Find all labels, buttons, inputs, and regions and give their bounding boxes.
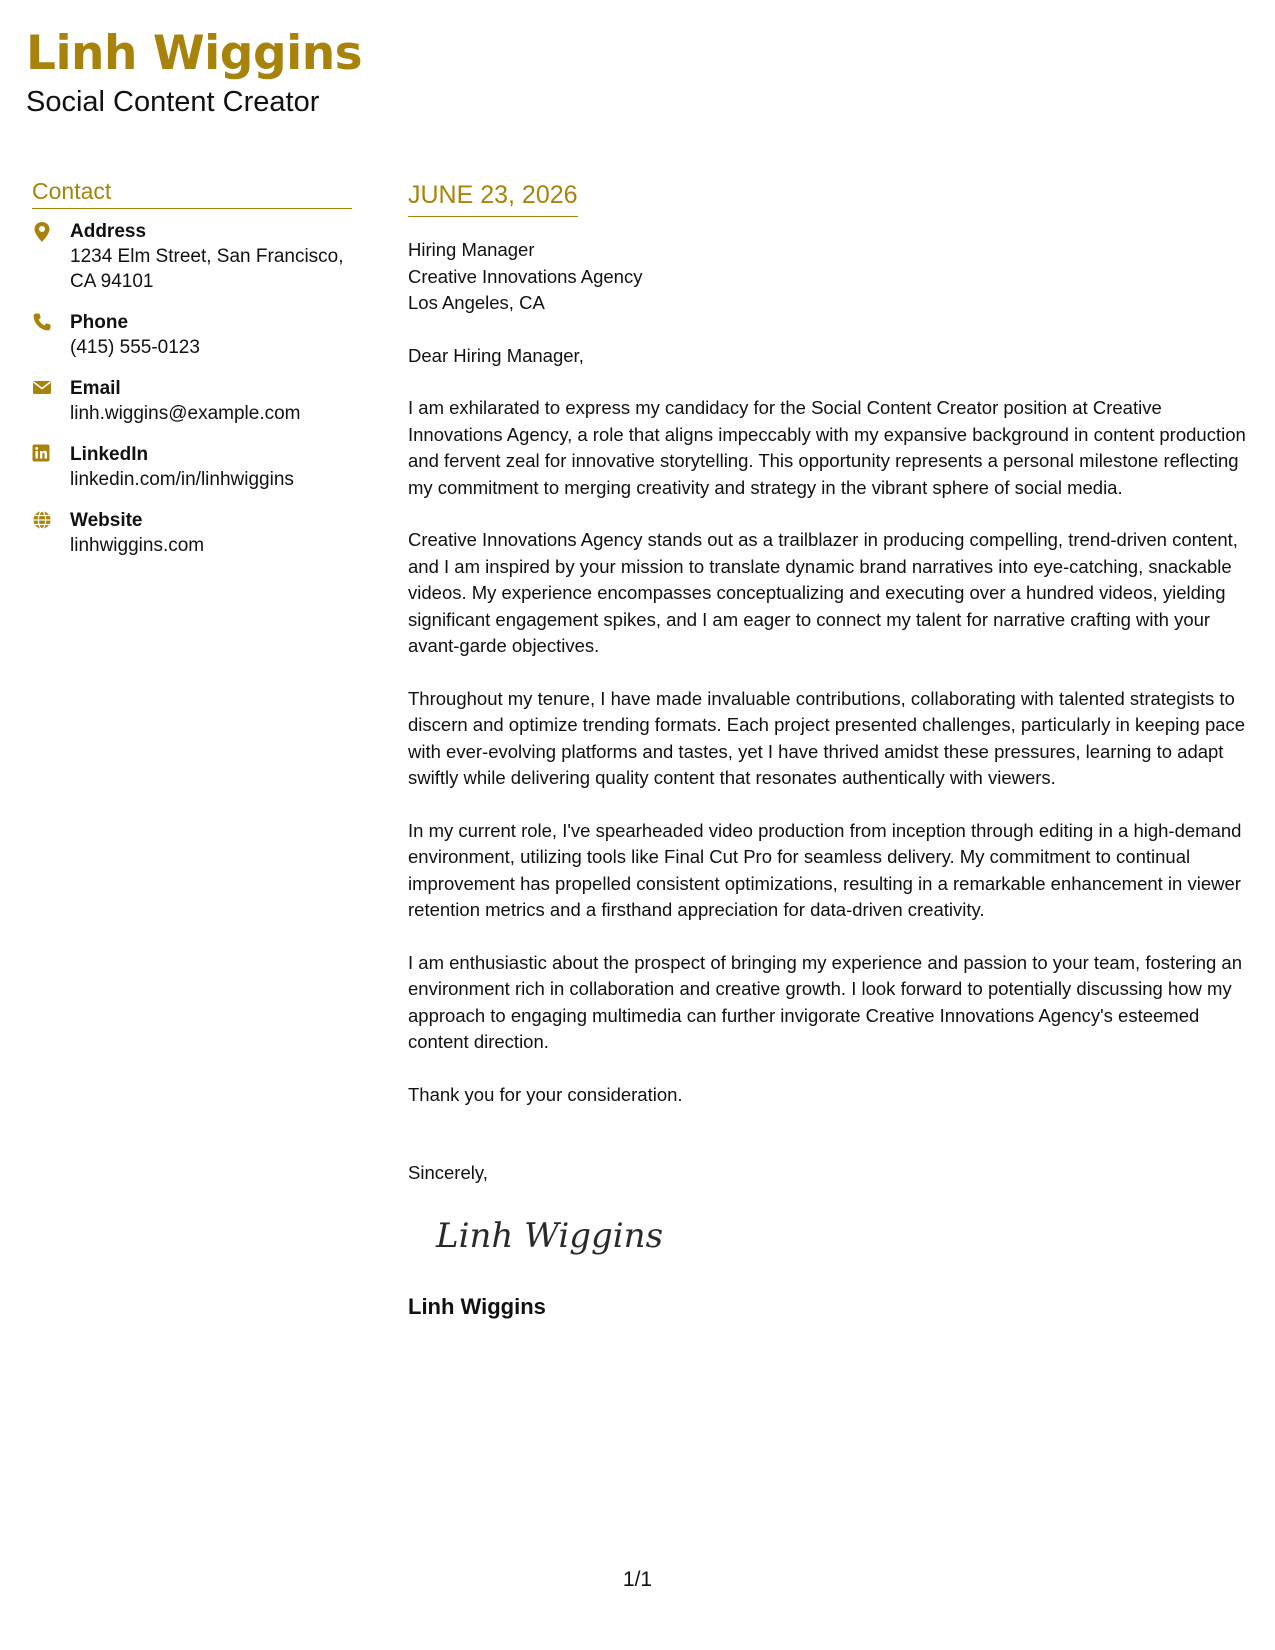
contact-sidebar [32,176,352,574]
address-label: Address [70,221,147,242]
signature-image [434,1207,1253,1272]
recipient-block [408,237,1253,317]
signature-text: Linh Wiggins [436,1215,664,1256]
contact-item-website [32,508,352,558]
website-label: Website [70,510,143,531]
email-label: Email [70,378,121,399]
applicant-title: Social Content Creator [26,86,320,118]
linkedin-label: LinkedIn [70,444,149,465]
contact-heading: Contact [32,176,352,209]
contact-list [32,219,352,558]
applicant-name: Linh Wiggins [26,26,363,81]
linkedin-icon [32,442,70,492]
phone-label: Phone [70,312,129,333]
recipient-line: Los Angeles, CA [408,292,545,313]
linkedin-value: linkedin.com/in/linhwiggins [70,469,294,490]
paragraph: Throughout my tenure, I have made invaluable contributions, collaborating with talented strategists to discern and optimize trending formats. Each project presented challenges, particularly in keeping pace with ever-evolving platforms and tastes, yet I have thrived amidst these pressures, learning to adapt swiftly while delivering quality content that resonates authentically with viewers. [408,687,1246,788]
letter-date: JUNE 23, 2026 [408,178,578,217]
signer-name: Linh Wiggins [408,1293,546,1319]
paragraph: I am exhilarated to express my candidacy for the Social Content Creator position at Creative Innovations Agency, a role that aligns impeccably with my expansive background in content production and fervent zeal for innovative storytelling. This opportunity represents a personal milestone reflecting my commitment to merging creativity and strategy in the vibrant sphere of social media. [408,397,1246,498]
contact-item-linkedin [32,442,352,492]
globe-icon [32,508,70,558]
paragraph: Thank you for your consideration. [408,1083,683,1105]
salutation: Dear Hiring Manager, [408,344,584,366]
page-number: 1/1 [622,1568,653,1591]
recipient-line: Hiring Manager [408,239,535,260]
paragraph: In my current role, I've spearheaded video production from inception through editing in a high-demand environment, utilizing tools like Final Cut Pro for seamless delivery. My commitment to continual improvement has propelled consistent optimizations, resulting in a remarkable enhancement in viewer retention metrics and a firsthand appreciation for data-driven creativity. [408,819,1242,920]
address-value: 1234 Elm Street, San Francisco, CA 94101 [70,246,344,292]
letter-body [408,178,1253,1322]
header [26,24,362,120]
phone-icon [32,310,70,360]
email-value: linh.wiggins@example.com [70,403,301,424]
contact-item-email [32,376,352,426]
closing: Sincerely, [408,1162,488,1183]
paragraph: Creative Innovations Agency stands out as a trailblazer in producing compelling, trend-driven content, and I am inspired by your mission to translate dynamic brand narratives into eye-catching, snackable videos. My experience encompasses conceptualizing and executing over a hundred videos, yielding significant engagement spikes, and I am eager to connect my talent for narrative crafting with your avant-garde objectives. [408,529,1238,656]
website-value: linhwiggins.com [70,535,205,556]
contact-item-phone [32,310,352,360]
contact-item-address [32,219,352,294]
recipient-line: Creative Innovations Agency [408,265,643,287]
phone-value: (415) 555-0123 [70,337,200,358]
paragraph: I am enthusiastic about the prospect of bringing my experience and passion to your team, fostering an environment rich in collaboration and creative growth. I look forward to potentially discussing how my approach to engaging multimedia can further invigorate Creative Innovations Agency's esteemed content direction. [408,951,1243,1052]
envelope-icon [32,376,70,426]
map-pin-icon [32,219,70,294]
